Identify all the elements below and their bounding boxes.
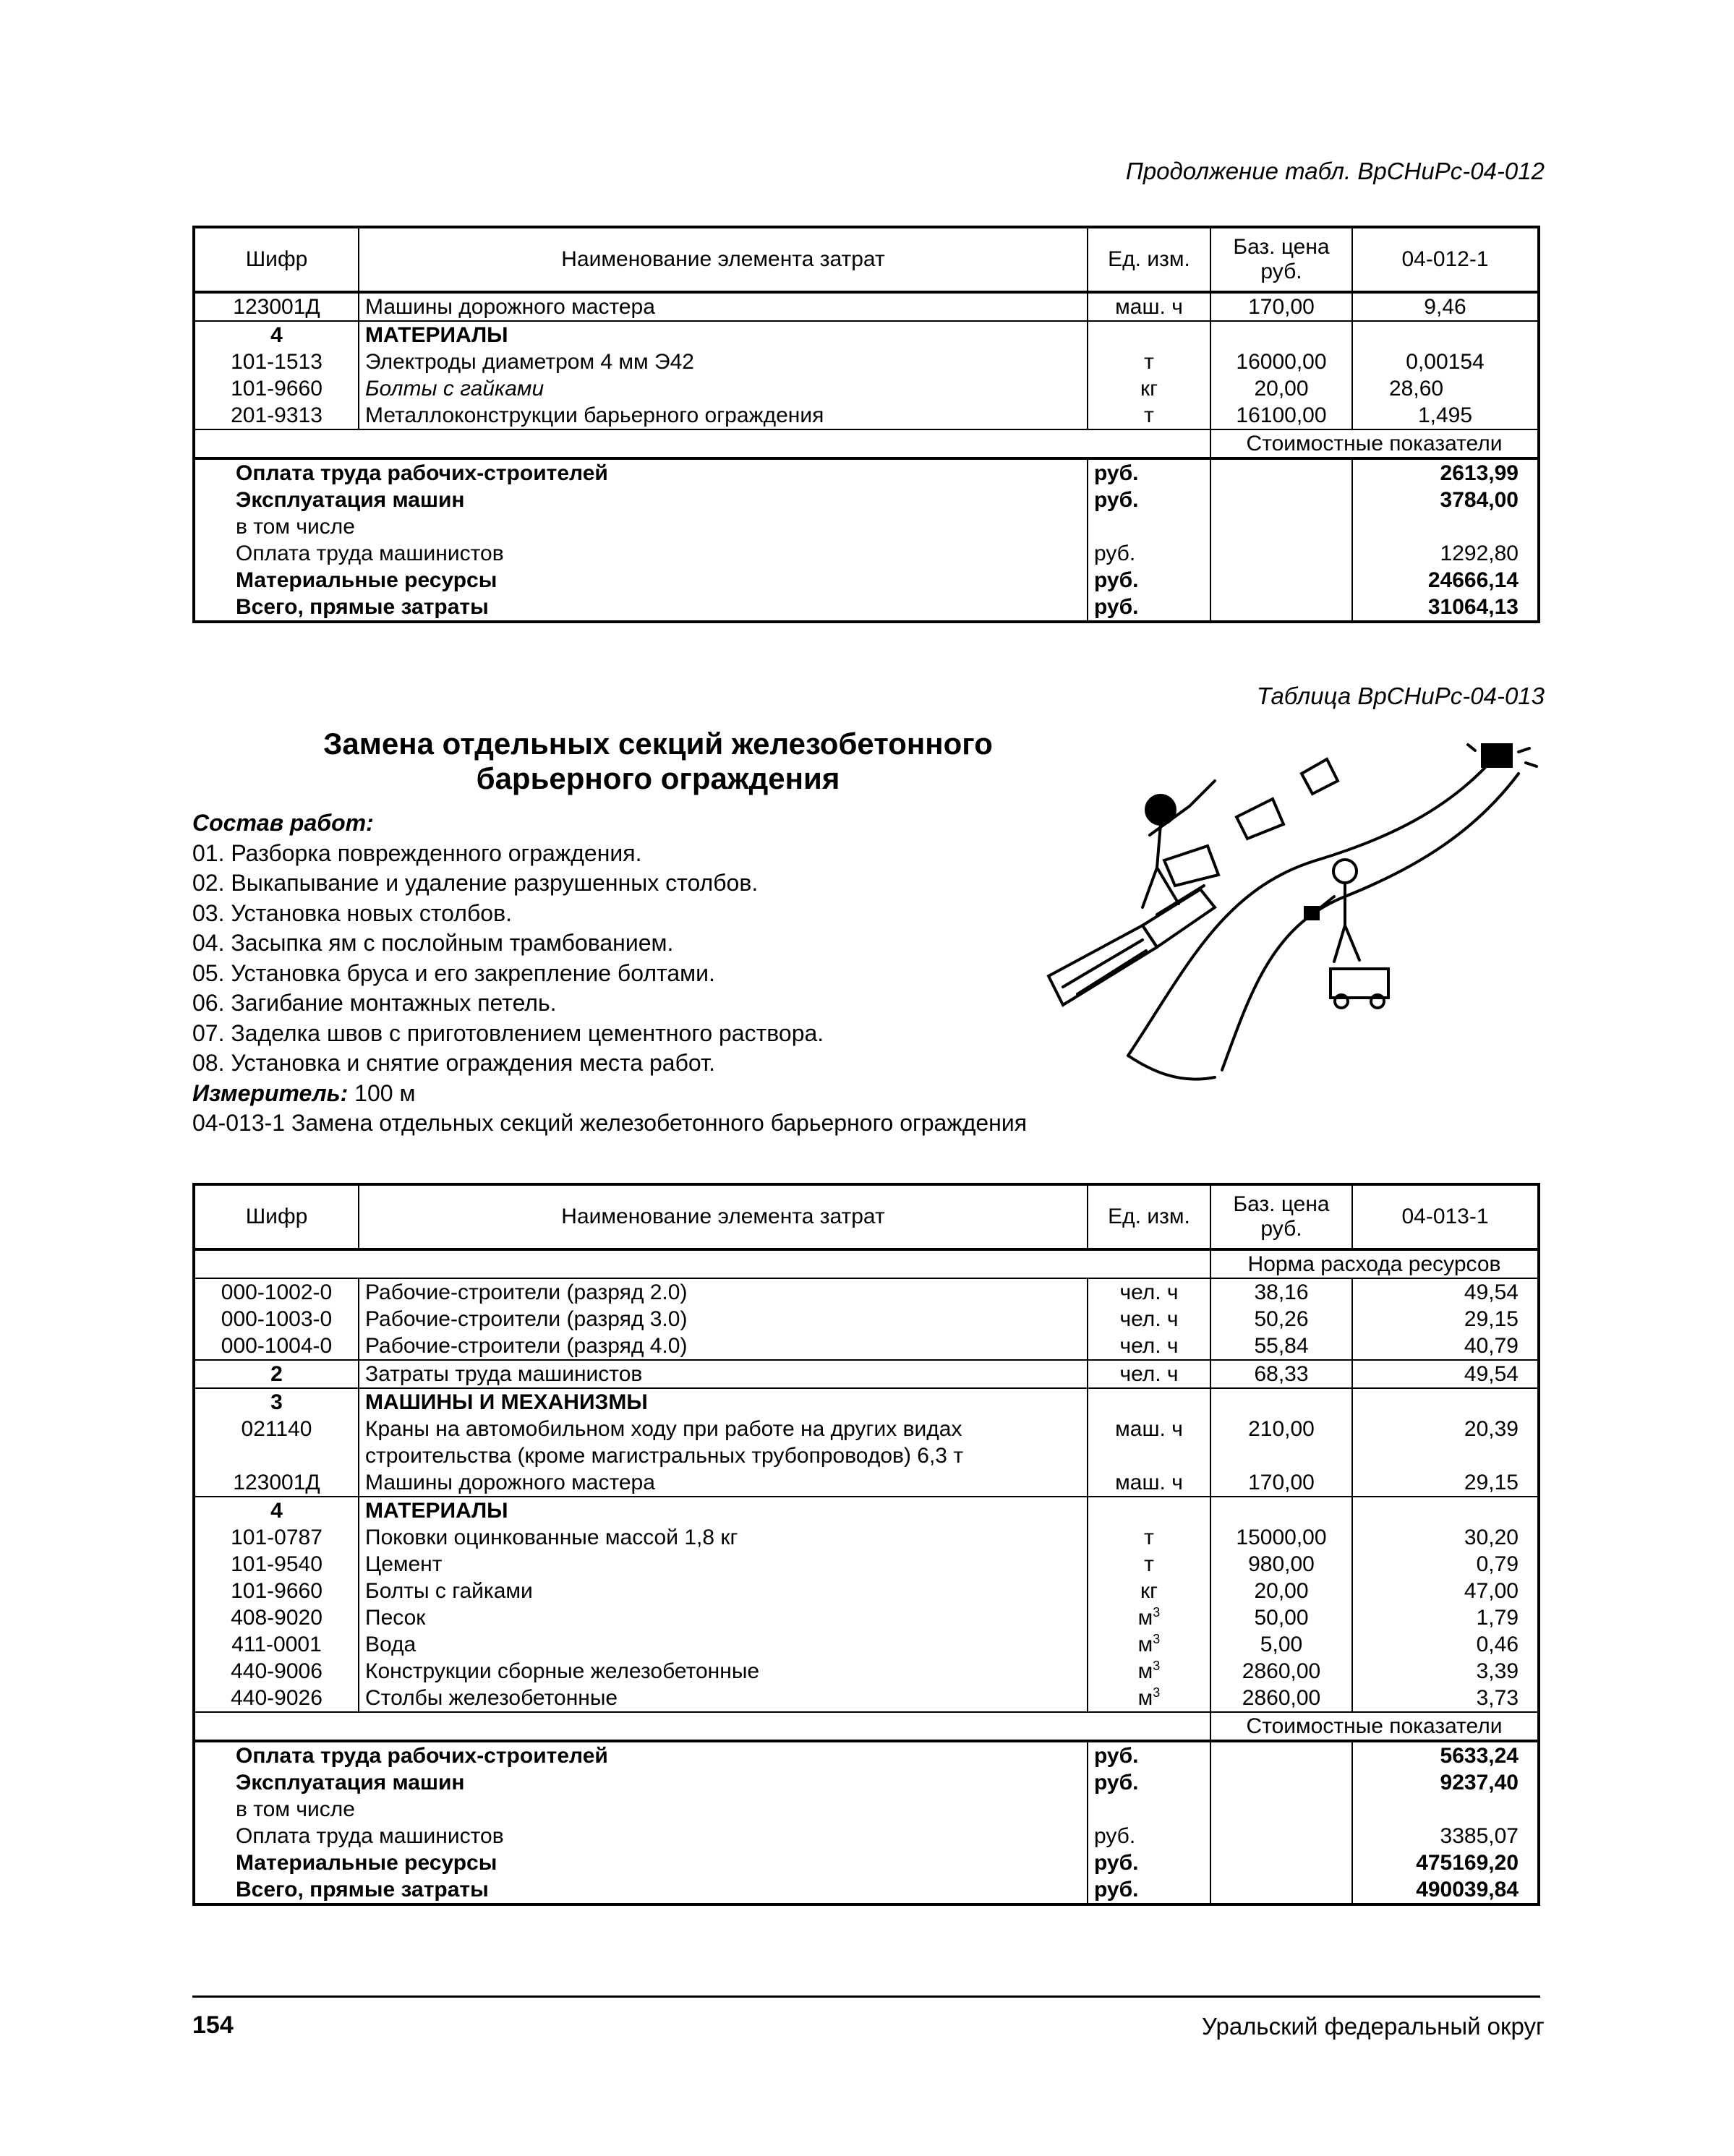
- row-unit: маш. ч: [1088, 292, 1210, 321]
- row-value: 30,20: [1352, 1524, 1537, 1551]
- row-value: 0,00154: [1352, 348, 1537, 375]
- cost-name: Оплата труда рабочих-строителей: [236, 1744, 608, 1768]
- cost-name: в том числе: [236, 1797, 355, 1821]
- row-name: Рабочие-строители (разряд 3.0): [359, 1306, 1088, 1332]
- cost-name: Всего, прямые затраты: [236, 595, 489, 619]
- cost-row: [195, 513, 1537, 540]
- row-value: 3,39: [1352, 1658, 1537, 1685]
- row-price: 2860,00: [1210, 1658, 1352, 1685]
- cost-name: Материальные ресурсы: [236, 568, 497, 592]
- table-row: [195, 348, 1537, 375]
- cost-row: [195, 594, 1537, 620]
- cost-unit: руб.: [1088, 1823, 1210, 1849]
- cost-row: [195, 1741, 1537, 1769]
- row-code: 440-9006: [231, 1659, 323, 1683]
- row-name: МАТЕРИАЛЫ: [359, 321, 1088, 348]
- row-code: 123001Д: [195, 1469, 359, 1497]
- row-unit: т: [1088, 402, 1210, 429]
- cost-row: [195, 1876, 1537, 1903]
- table-row: [195, 1685, 1537, 1712]
- row-price: 5,00: [1210, 1631, 1352, 1658]
- row-code: 000-1002-0: [221, 1280, 333, 1304]
- cost-row: [195, 1823, 1537, 1849]
- table-row: [195, 1278, 1537, 1306]
- cost-row: [195, 1849, 1537, 1876]
- table-row: [195, 1604, 1537, 1631]
- cost-row: [195, 487, 1537, 513]
- table-row: [195, 1332, 1537, 1360]
- row-code: 408-9020: [231, 1606, 323, 1630]
- row-price: 38,16: [1210, 1278, 1352, 1306]
- row-code: 000-1004-0: [195, 1332, 359, 1360]
- row-code: 201-9313: [195, 402, 359, 429]
- row-value: 29,15: [1352, 1469, 1537, 1497]
- row-value: 0,79: [1352, 1551, 1537, 1578]
- row-name: Рабочие-строители (разряд 2.0): [359, 1278, 1088, 1306]
- row-price: 20,00: [1210, 375, 1352, 402]
- norm-header: Норма расхода ресурсов: [1210, 1249, 1537, 1278]
- table-row: [195, 402, 1537, 429]
- cost-value: 3784,00: [1352, 487, 1537, 513]
- row-unit: т: [1088, 348, 1210, 375]
- row-code: 101-1513: [231, 350, 323, 374]
- row-name: Столбы железобетонные: [359, 1685, 1088, 1712]
- work-item: 05. Установка бруса и его закрепление болтами.: [192, 959, 715, 986]
- row-unit: т: [1088, 1524, 1210, 1551]
- measure-label: Измеритель:: [192, 1079, 349, 1106]
- work-item: 01. Разборка поврежденного ограждения.: [192, 839, 642, 866]
- title-line-2: барьерного ограждения: [476, 761, 840, 795]
- row-name: Затраты труда машинистов: [359, 1360, 1088, 1388]
- work-item: 03. Установка новых столбов.: [192, 899, 512, 926]
- measure-value: 100 м: [354, 1079, 416, 1106]
- row-value: 29,15: [1352, 1306, 1537, 1332]
- row-value: 3,73: [1352, 1685, 1537, 1712]
- table-row: [195, 1551, 1537, 1578]
- row-name: Машины дорожного мастера: [359, 1469, 1088, 1497]
- row-value: 40,79: [1352, 1332, 1537, 1360]
- cost-row: [195, 567, 1537, 594]
- row-code: 000-1003-0: [221, 1307, 333, 1331]
- header-code: Шифр: [195, 228, 359, 292]
- row-code: 411-0001: [231, 1633, 322, 1656]
- row-code: 2: [195, 1360, 359, 1388]
- cost-unit: руб.: [1088, 1769, 1210, 1796]
- cost-unit: руб.: [1088, 567, 1210, 594]
- header-name: Наименование элемента затрат: [359, 1186, 1088, 1249]
- cost-name: Оплата труда машинистов: [236, 1824, 504, 1848]
- work-item: 08. Установка и снятие ограждения места работ.: [192, 1050, 715, 1076]
- row-code: 021140: [241, 1417, 312, 1441]
- work-label: Состав работ:: [192, 810, 374, 836]
- row-code: 4: [270, 323, 283, 347]
- row-name: Краны на автомобильном ходу при работе на других видах строительства (кроме магистральных трубопроводов) 6,3 т: [359, 1416, 1088, 1469]
- table-row: [195, 1360, 1537, 1388]
- row-unit: кг: [1088, 1578, 1210, 1604]
- cost-unit: руб.: [1088, 487, 1210, 513]
- table-row: [195, 1497, 1537, 1524]
- row-price: 170,00: [1210, 292, 1352, 321]
- row-value: 49,54: [1352, 1360, 1537, 1388]
- row-name: МАТЕРИАЛЫ: [359, 1497, 1088, 1524]
- row-price: 170,00: [1210, 1469, 1352, 1497]
- cost-value: 2613,99: [1352, 458, 1537, 487]
- table-row: [195, 321, 1537, 348]
- row-unit: маш. ч: [1088, 1416, 1210, 1469]
- row-unit: $м^3$: [1088, 1658, 1210, 1685]
- cost-row: [195, 540, 1537, 567]
- table-continuation-caption: Продолжение табл. ВрСНиРс-04-012: [1125, 158, 1545, 184]
- row-code: 440-9026: [195, 1685, 359, 1712]
- row-name: Болты с гайками: [359, 1578, 1088, 1604]
- row-value: 1,495: [1352, 402, 1537, 429]
- page-number: 154: [192, 2011, 234, 2039]
- cost-row: [195, 458, 1537, 487]
- cost-name: Оплата труда машинистов: [236, 542, 504, 565]
- table-row: [195, 1388, 1537, 1416]
- cost-name: Оплата труда рабочих-строителей: [236, 461, 608, 485]
- cost-name: Всего, прямые затраты: [236, 1878, 489, 1902]
- work-item: 02. Выкапывание и удаление разрушенных столбов.: [192, 870, 759, 896]
- row-price: 15000,00: [1210, 1524, 1352, 1551]
- row-price: 68,33: [1210, 1360, 1352, 1388]
- row-unit: чел. ч: [1088, 1332, 1210, 1360]
- row-value: 20,39: [1352, 1416, 1537, 1469]
- row-value: 0,46: [1352, 1631, 1537, 1658]
- table-row: [195, 1416, 1537, 1469]
- row-name: Конструкции сборные железобетонные: [359, 1658, 1088, 1685]
- row-name: Вода: [359, 1631, 1088, 1658]
- row-name: Болты с гайками: [359, 375, 1088, 402]
- row-value: 9,46: [1352, 292, 1537, 321]
- cost-name: в том числе: [236, 515, 355, 539]
- row-name: МАШИНЫ И МЕХАНИЗМЫ: [359, 1388, 1088, 1416]
- cost-unit: руб.: [1088, 1741, 1210, 1769]
- title-line-1: Замена отдельных секций железобетонного: [323, 727, 993, 761]
- cost-value: 5633,24: [1352, 1741, 1537, 1769]
- row-name: Цемент: [359, 1551, 1088, 1578]
- cost-value: 475169,20: [1352, 1849, 1537, 1876]
- row-code: 3: [270, 1390, 283, 1414]
- row-unit: $м^3$: [1088, 1631, 1210, 1658]
- header-price: Баз. цена руб.: [1210, 1186, 1352, 1249]
- row-value: 49,54: [1352, 1278, 1537, 1306]
- row-code: 101-9660: [231, 377, 323, 401]
- work-item: 07. Заделка швов с приготовлением цементного раствора.: [192, 1019, 824, 1046]
- header-code: Шифр: [195, 1186, 359, 1249]
- cost-table-04-013: [192, 1183, 1540, 1906]
- row-code: 123001Д: [195, 292, 359, 321]
- cost-unit: руб.: [1088, 540, 1210, 567]
- cost-unit: руб.: [1088, 594, 1210, 620]
- row-code: 101-9660: [231, 1579, 323, 1603]
- row-name: Металлоконструкции барьерного ограждения: [359, 402, 1088, 429]
- table-row: [195, 292, 1537, 321]
- row-price: 20,00: [1210, 1578, 1352, 1604]
- cost-value: 3385,07: [1352, 1823, 1537, 1849]
- row-unit: кг: [1088, 375, 1210, 402]
- row-unit: $м^3$: [1088, 1604, 1210, 1631]
- row-unit: маш. ч: [1088, 1469, 1210, 1497]
- row-code: 4: [270, 1499, 283, 1523]
- row-name: Поковки оцинкованные массой 1,8 кг: [359, 1524, 1088, 1551]
- row-name: Песок: [359, 1604, 1088, 1631]
- row-value: 28,60: [1352, 375, 1537, 402]
- header-norm: 04-012-1: [1352, 228, 1537, 292]
- row-price: 55,84: [1210, 1332, 1352, 1360]
- row-name: Электроды диаметром 4 мм Э42: [359, 348, 1088, 375]
- row-code: 101-9540: [231, 1552, 323, 1576]
- cost-indicators-header: Стоимостные показатели: [1210, 1712, 1537, 1741]
- workers-illustration: [1041, 730, 1562, 1092]
- measure-line: [192, 1079, 1027, 1109]
- row-price: 16000,00: [1210, 348, 1352, 375]
- table-row: [195, 375, 1537, 402]
- row-unit: чел. ч: [1088, 1360, 1210, 1388]
- cost-table-04-012: [192, 226, 1540, 623]
- header-name: Наименование элемента затрат: [359, 228, 1088, 292]
- row-unit: чел. ч: [1088, 1278, 1210, 1306]
- row-price: 16100,00: [1210, 402, 1352, 429]
- table-row: [195, 1469, 1537, 1497]
- table-caption: Таблица ВрСНиРс-04-013: [1257, 683, 1545, 709]
- row-name: Рабочие-строители (разряд 4.0): [359, 1332, 1088, 1360]
- header-unit: Ед. изм.: [1088, 228, 1210, 292]
- row-price: 50,00: [1210, 1604, 1352, 1631]
- table-row: [195, 1306, 1537, 1332]
- row-unit: $м^3$: [1088, 1685, 1210, 1712]
- cost-row: [195, 1769, 1537, 1796]
- row-value: 47,00: [1352, 1578, 1537, 1604]
- table-row: [195, 1631, 1537, 1658]
- row-price: 210,00: [1210, 1416, 1352, 1469]
- row-price: 50,26: [1210, 1306, 1352, 1332]
- cost-indicators-header: Стоимостные показатели: [1210, 429, 1537, 458]
- cost-name: Эксплуатация машин: [236, 488, 465, 512]
- item-line: 04-013-1 Замена отдельных секций железобетонного барьерного ограждения: [192, 1110, 1028, 1136]
- cost-value: 1292,80: [1352, 540, 1537, 567]
- table-row: [195, 1524, 1537, 1551]
- cost-value: 9237,40: [1352, 1769, 1537, 1796]
- cost-row: [195, 1796, 1537, 1823]
- row-unit: чел. ч: [1088, 1306, 1210, 1332]
- row-name: Машины дорожного мастера: [359, 292, 1088, 321]
- cost-unit: руб.: [1088, 1849, 1210, 1876]
- cost-value: 31064,13: [1352, 594, 1537, 620]
- footer-rule: [192, 1995, 1540, 1998]
- work-item: 06. Загибание монтажных петель.: [192, 990, 557, 1016]
- cost-unit: руб.: [1088, 458, 1210, 487]
- cost-name: Эксплуатация машин: [236, 1771, 465, 1794]
- footer-district: Уральский федеральный округ: [1201, 2013, 1545, 2040]
- header-unit: Ед. изм.: [1088, 1186, 1210, 1249]
- cost-unit: руб.: [1088, 1876, 1210, 1903]
- row-value: 1,79: [1352, 1604, 1537, 1631]
- row-price: 980,00: [1210, 1551, 1352, 1578]
- row-price: 2860,00: [1210, 1685, 1352, 1712]
- header-norm: 04-013-1: [1352, 1186, 1537, 1249]
- work-composition: [192, 808, 1027, 1139]
- table-row: [195, 1578, 1537, 1604]
- cost-value: 490039,84: [1352, 1876, 1537, 1903]
- cost-value: 24666,14: [1352, 567, 1537, 594]
- work-item: 04. Засыпка ям с послойным трамбованием.: [192, 930, 674, 956]
- table-row: [195, 1658, 1537, 1685]
- row-unit: т: [1088, 1551, 1210, 1578]
- header-price: Баз. цена руб.: [1210, 228, 1352, 292]
- section-title: [268, 727, 1048, 796]
- cost-name: Материальные ресурсы: [236, 1851, 497, 1875]
- row-code: 101-0787: [231, 1526, 323, 1549]
